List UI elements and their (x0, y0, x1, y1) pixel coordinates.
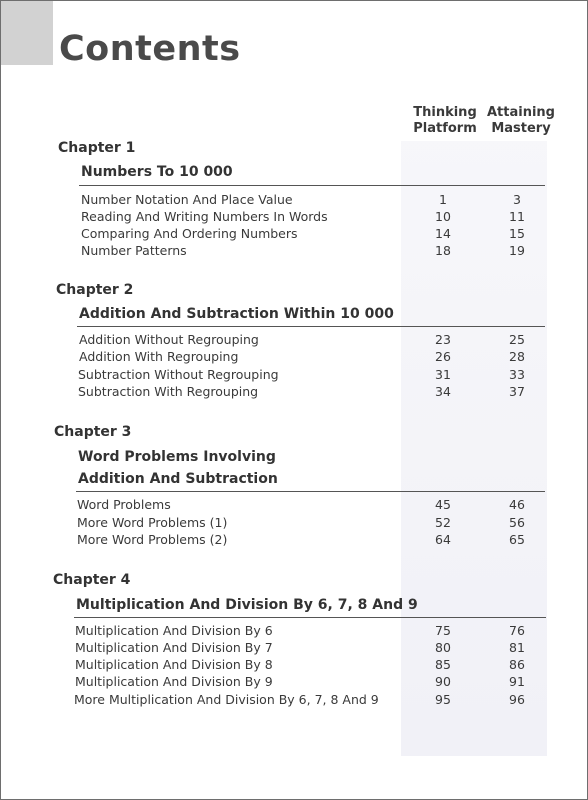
attaining-page: 3 (513, 192, 521, 207)
thinking-page: 14 (435, 226, 451, 241)
toc-entry[interactable] (1, 497, 588, 514)
toc-entry[interactable] (1, 367, 588, 384)
thinking-page: 64 (435, 532, 451, 547)
attaining-page: 56 (509, 515, 525, 530)
toc-entry[interactable] (1, 384, 588, 401)
toc-entry[interactable] (1, 674, 588, 691)
toc-entry[interactable] (1, 226, 588, 243)
entry-name: More Multiplication And Division By 6, 7, 8 And 9 (74, 692, 379, 707)
chapter-title-line-1: Word Problems Involving (78, 449, 276, 465)
chapter-rule (79, 185, 545, 186)
entry-name: Comparing And Ordering Numbers (81, 226, 298, 241)
entry-name: Multiplication And Division By 9 (75, 674, 273, 689)
entry-name: Number Notation And Place Value (81, 192, 293, 207)
attaining-page: 15 (509, 226, 525, 241)
chapter-rule (77, 326, 545, 327)
thinking-page: 95 (435, 692, 451, 707)
entry-name: More Word Problems (1) (77, 515, 228, 530)
attaining-page: 11 (509, 209, 525, 224)
thinking-page: 75 (435, 623, 451, 638)
chapter-title: Numbers To 10 000 (81, 164, 233, 180)
entry-name: Number Patterns (81, 243, 187, 258)
chapter-label: Chapter 1 (58, 140, 136, 156)
thinking-page: 34 (435, 384, 451, 399)
chapter-rule (76, 491, 545, 492)
column-header-line: Mastery (491, 121, 551, 136)
thinking-page: 18 (435, 243, 451, 258)
attaining-page: 46 (509, 497, 525, 512)
entry-name: Subtraction Without Regrouping (78, 367, 279, 382)
toc-entry[interactable] (1, 640, 588, 657)
toc-entry[interactable] (1, 515, 588, 532)
column-header-line: Thinking (413, 105, 477, 120)
thinking-page: 52 (435, 515, 451, 530)
entry-name: Multiplication And Division By 8 (75, 657, 273, 672)
chapter-rule (74, 617, 546, 618)
toc-entry[interactable] (1, 657, 588, 674)
toc-entry[interactable] (1, 349, 588, 366)
toc-entry[interactable] (1, 692, 588, 709)
attaining-page: 37 (509, 384, 525, 399)
thinking-page: 23 (435, 332, 451, 347)
corner-tab (1, 1, 53, 65)
thinking-page: 85 (435, 657, 451, 672)
thinking-page: 90 (435, 674, 451, 689)
column-header-thinking-platform (405, 105, 485, 137)
thinking-page: 26 (435, 349, 451, 364)
attaining-page: 96 (509, 692, 525, 707)
thinking-page: 10 (435, 209, 451, 224)
chapter-label: Chapter 2 (56, 282, 134, 298)
column-header-attaining-mastery (481, 105, 561, 137)
entry-name: Subtraction With Regrouping (78, 384, 259, 399)
entry-name: Addition With Regrouping (79, 349, 239, 364)
entry-name: Multiplication And Division By 7 (75, 640, 273, 655)
attaining-page: 81 (509, 640, 525, 655)
column-header-line: Platform (413, 121, 477, 136)
chapter-label: Chapter 3 (54, 424, 132, 440)
attaining-page: 76 (509, 623, 525, 638)
toc-entry[interactable] (1, 332, 588, 349)
entry-name: Addition Without Regrouping (79, 332, 259, 347)
attaining-page: 86 (509, 657, 525, 672)
entry-name: Multiplication And Division By 6 (75, 623, 273, 638)
thinking-page: 1 (439, 192, 447, 207)
attaining-page: 28 (509, 349, 525, 364)
column-header-line: Attaining (487, 105, 555, 120)
attaining-page: 91 (509, 674, 525, 689)
toc-entry[interactable] (1, 243, 588, 260)
chapter-title: Multiplication And Division By 6, 7, 8 And 9 (76, 597, 418, 613)
chapter-title-line-2: Addition And Subtraction (78, 471, 278, 487)
entry-name: Word Problems (77, 497, 171, 512)
chapter-label: Chapter 4 (53, 572, 131, 588)
thinking-page: 31 (435, 367, 451, 382)
thinking-page: 45 (435, 497, 451, 512)
toc-entry[interactable] (1, 623, 588, 640)
attaining-page: 33 (509, 367, 525, 382)
toc-entry[interactable] (1, 192, 588, 209)
attaining-page: 25 (509, 332, 525, 347)
attaining-page: 19 (509, 243, 525, 258)
entry-name: Reading And Writing Numbers In Words (81, 209, 328, 224)
page-title: Contents (59, 29, 241, 69)
chapter-title: Addition And Subtraction Within 10 000 (79, 306, 394, 322)
thinking-page: 80 (435, 640, 451, 655)
attaining-page: 65 (509, 532, 525, 547)
toc-entry[interactable] (1, 532, 588, 549)
toc-entry[interactable] (1, 209, 588, 226)
entry-name: More Word Problems (2) (77, 532, 228, 547)
